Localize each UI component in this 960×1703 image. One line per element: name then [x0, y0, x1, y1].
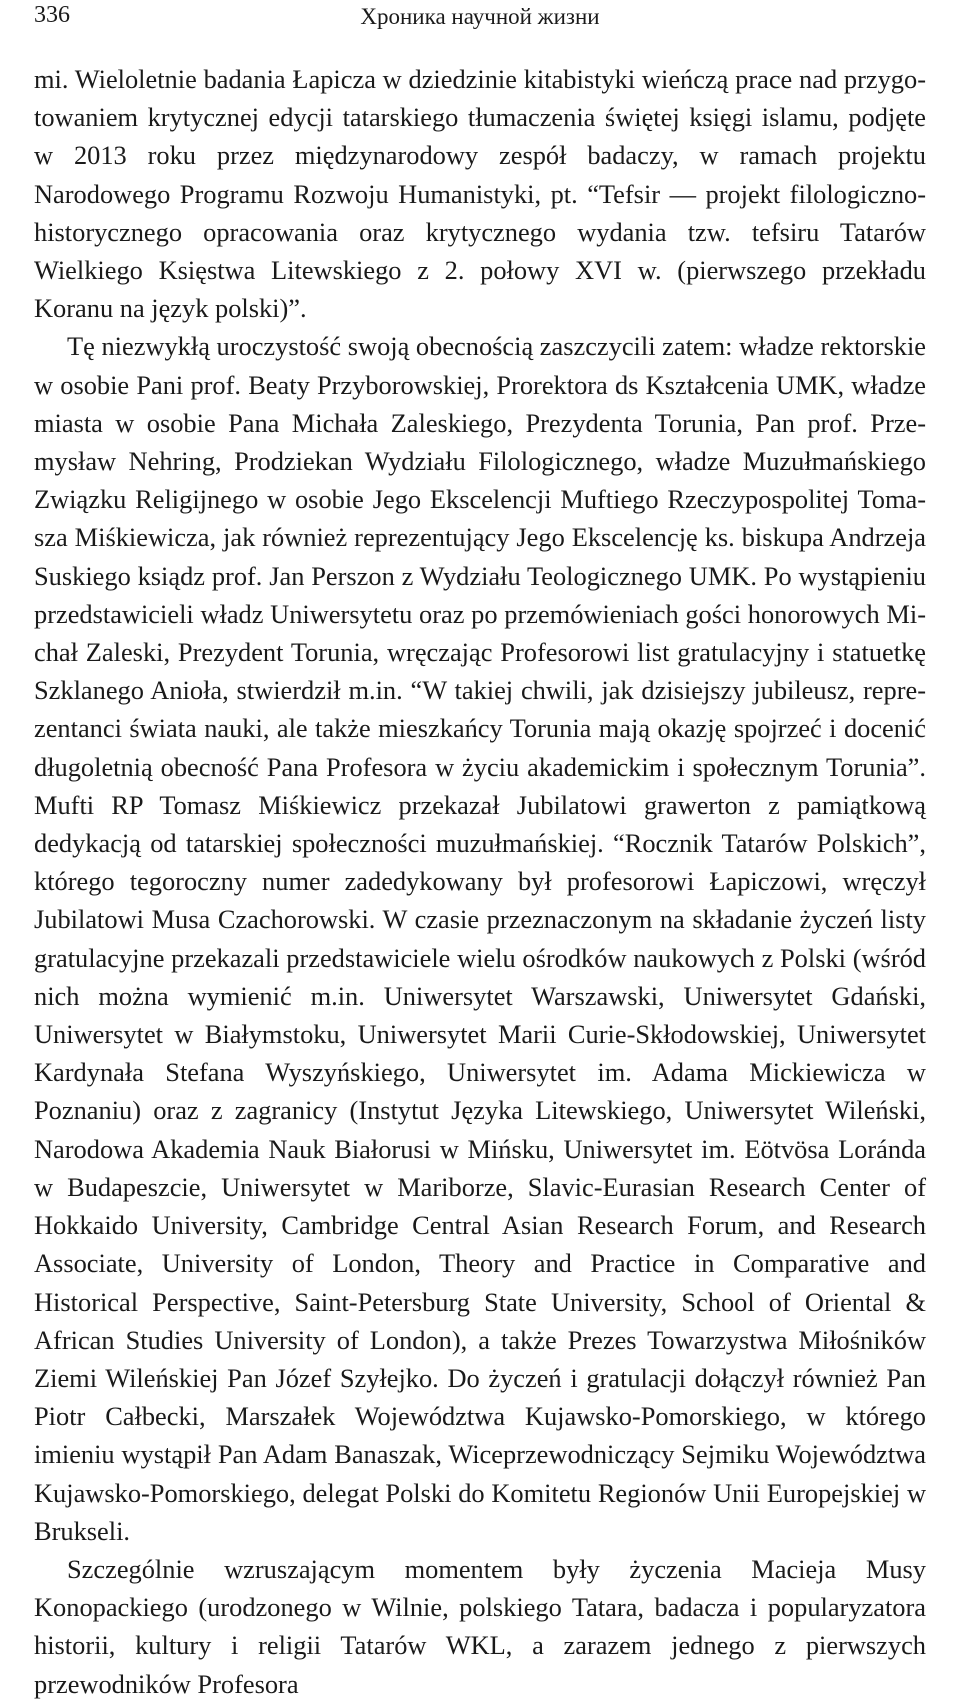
body-text: [34, 60, 926, 1703]
running-head: [34, 0, 926, 60]
paragraph-continuation: mi. Wieloletnie badania Łapicza w dziedzinie kitabistyki wieńczą prace nad przygotowaniem krytycznej edycji tatarskiego tłumaczenia świętej księgi islamu, podjęte w 2013 roku przez międzynarodowy zespół badaczy, w ramach projektu Narodowego Programu Rozwoju Humanistyki, pt. “Tefsir — projekt filologiczno-historycznego opracowania oraz krytycznego wydania tzw. tefsiru Tatarów Wielkiego Księstwa Litewskiego z 2. połowy XVI w. (pierwszego przekładu Koranu na język polski)”.: [34, 64, 926, 324]
running-title: Хроника научной жизни: [360, 4, 600, 29]
paragraph-konopacki-wishes: Szczególnie wzruszającym momentem były życzenia Macieja Musy Konopackiego (urodzonego w Wilnie, polskiego Tatara, badacza i popularyzatora historii, kultury i religii Tatarów WKL, a zarazem jednego z pierwszych przewodników Profesora: [34, 1553, 926, 1699]
page-number: 336: [34, 2, 70, 28]
paragraph-ceremony-guests: Tę niezwykłą uroczystość swoją obecnością zaszczycili zatem: władze rektorskie w osobie Pani prof. Beaty Przyborowskiej, Prorektora ds Kształcenia UMK, władze miasta w osobie Pana Michała Zaleskiego, Prezydenta Torunia, Pan prof. Przemysław Nehring, Prodziekan Wydziału Filologicznego, władze Muzułmańskiego Związku Religijnego w osobie Jego Ekscelencji Muftiego Rzeczypospolitej Tomasza Miśkiewicza, jak również reprezentujący Jego Ekscelencję ks. biskupa Andrzeja Suskiego ksiądz prof. Jan Perszon z Wydziału Teologicznego UMK. Po wystąpieniu przedstawicieli władz Uniwersytetu oraz po przemówieniach gości honorowych Michał Zaleski, Prezydent Torunia, wręczając Profesorowi list gratulacyjny i statuetkę Szklanego Anioła, stwierdził m.in. “W takiej chwili, jak dzisiejszy jubileusz, reprezentanci świata nauki, ale także mieszkańcy Torunia mają okazję spojrzeć i docenić długoletnią obecność Pana Profesora w życiu akademickim i społecznym Torunia”. Mufti RP Tomasz Miśkiewicz przekazał Jubilatowi grawerton z pamiątkową dedykacją od tatarskiej społeczności muzułmańskiej. “Rocznik Tatarów Polskich”, którego tegoroczny numer zadedykowany był profesorowi Łapiczowi, wręczył Jubilatowi Musa Czachorowski. W czasie przeznaczonym na składanie życzeń listy gratulacyjne przekazali przedstawiciele wielu ośrodków naukowych z Polski (wśród nich można wymienić m.in. Uniwersytet Warszawski, Uniwersytet Gdański, Uniwersytet w Białymstoku, Uniwersytet Marii Curie-Skłodowskiej, Uniwersytet Kardynała Stefana Wyszyńskiego, Uniwersytet im. Adama Mickiewicza w Poznaniu) oraz z zagranicy (Instytut Języka Litewskiego, Uniwersytet Wileński, Narodowa Akademia Nauk Białorusi w Mińsku, Uniwersytet im. Eötvösa Loránda w Budapeszcie, Uniwersytet w Mariborze, Slavic-Eurasian Research Center of Hokkaido University, Cambridge Central Asian Research Forum, and Research Associate, University of London, Theory and Practice in Comparative and Historical Perspective, Saint-Petersburg State University, School of Oriental & African Studies University of London), a także Prezes Towarzystwa Miłośników Ziemi Wileńskiej Pan Józef Szyłejko. Do życzeń i gratulacji dołączył również Pan Piotr Całbecki, Marszałek Województwa Kujawsko-Pomorskiego, w którego imieniu wystąpił Pan Adam Banaszak, Wiceprzewodniczący Sejmiku Województwa Kujawsko-Pomorskiego, delegat Polski do Komitetu Regionów Unii Europejskiej w Brukseli.: [34, 331, 926, 1546]
